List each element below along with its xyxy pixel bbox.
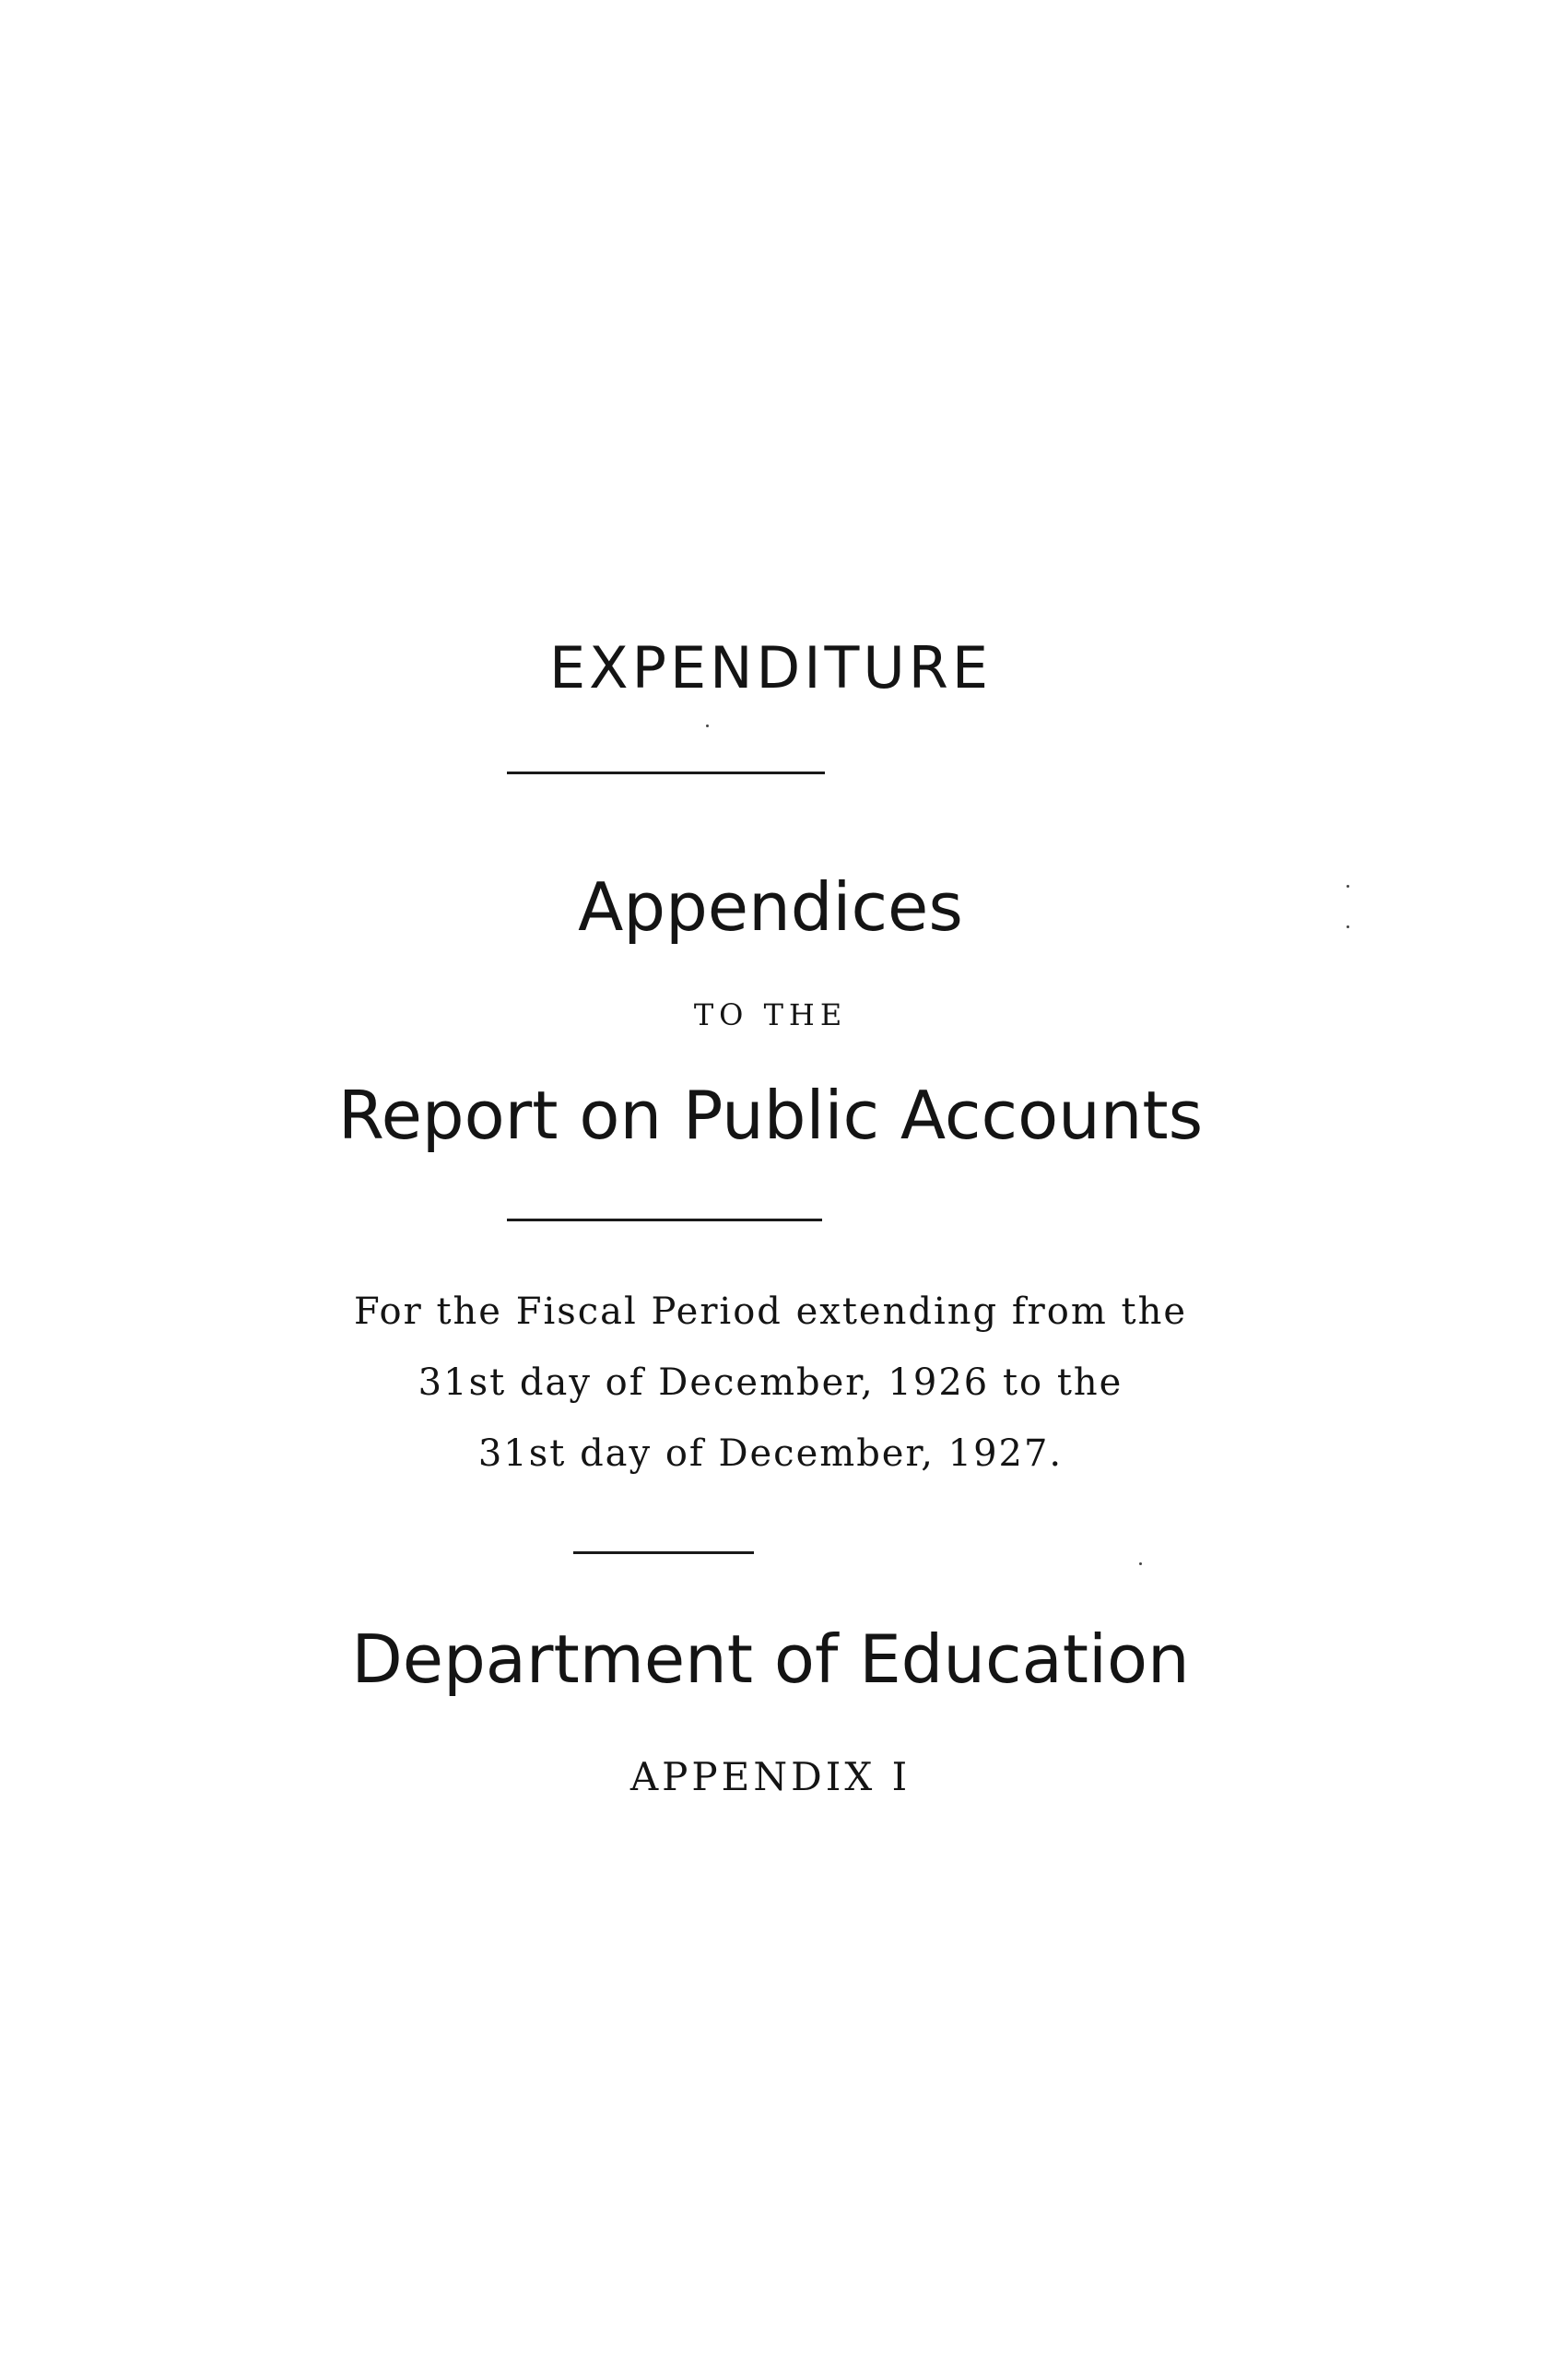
to-the-label: TO THE <box>693 997 848 1032</box>
appendices-title: Appendices <box>578 868 963 946</box>
report-title: Report on Public Accounts <box>337 1077 1204 1154</box>
fiscal-period-line-3: 31st day of December, 1927. <box>477 1432 1064 1475</box>
print-speck <box>1347 885 1349 888</box>
fiscal-period-line-1: For the Fiscal Period extending from the <box>353 1290 1188 1333</box>
appendix-label: APPENDIX I <box>629 1754 912 1799</box>
department-title: Department of Education <box>351 1620 1190 1698</box>
fiscal-period-line-2: 31st day of December, 1926 to the <box>418 1361 1123 1404</box>
print-speck <box>1347 925 1349 928</box>
print-speck <box>706 725 709 727</box>
print-speck <box>1139 1562 1142 1565</box>
divider-3 <box>573 1551 754 1554</box>
divider-1 <box>507 772 825 774</box>
divider-2 <box>507 1219 822 1221</box>
expenditure-heading: EXPENDITURE <box>548 634 993 701</box>
